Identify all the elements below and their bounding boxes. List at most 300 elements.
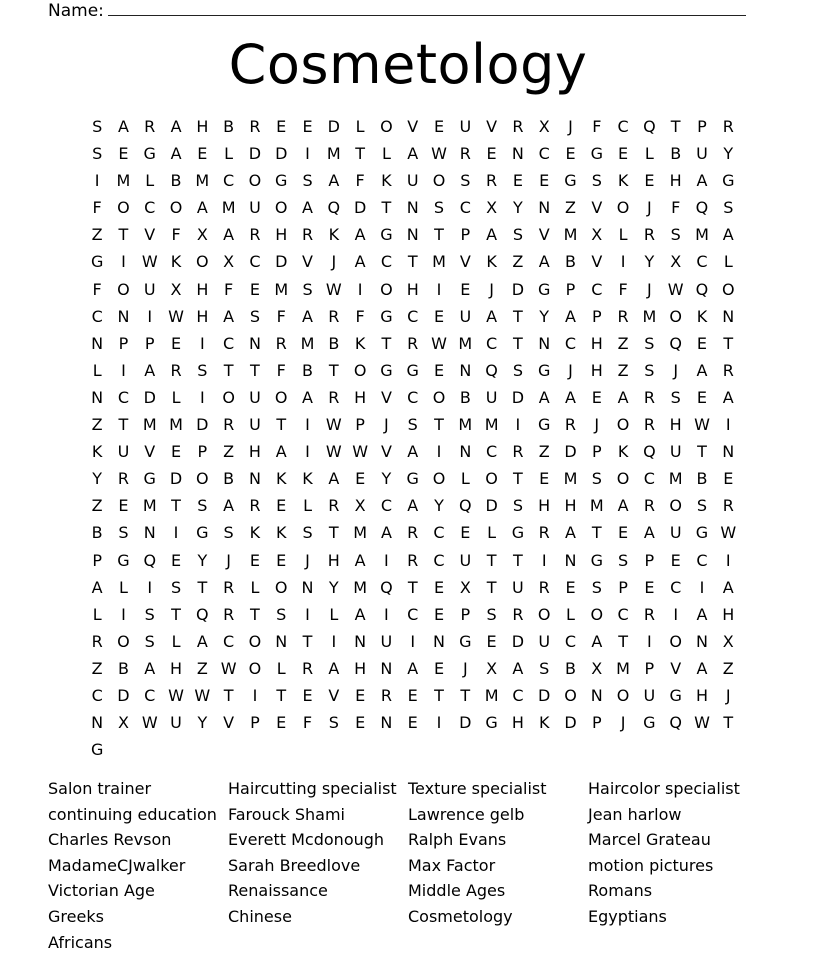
- grid-letter[interactable]: I: [647, 631, 652, 651]
- grid-letter[interactable]: V: [328, 685, 340, 705]
- grid-letter[interactable]: Z: [196, 658, 208, 678]
- grid-letter[interactable]: N: [459, 442, 472, 462]
- grid-letter[interactable]: E: [565, 144, 576, 164]
- grid-letter[interactable]: F: [671, 198, 681, 218]
- grid-letter[interactable]: A: [170, 144, 182, 164]
- grid-letter[interactable]: A: [328, 658, 340, 678]
- grid-letter[interactable]: Y: [92, 469, 103, 489]
- grid-letter[interactable]: G: [590, 550, 603, 570]
- grid-letter[interactable]: C: [670, 577, 682, 597]
- grid-letter[interactable]: G: [537, 279, 551, 299]
- grid-letter[interactable]: D: [511, 279, 525, 299]
- grid-letter[interactable]: W: [667, 279, 684, 299]
- grid-letter[interactable]: C: [486, 442, 498, 462]
- grid-letter[interactable]: X: [670, 252, 682, 272]
- grid-letter[interactable]: C: [249, 252, 261, 272]
- grid-letter[interactable]: S: [591, 171, 602, 191]
- grid-letter[interactable]: Z: [91, 415, 103, 435]
- grid-letter[interactable]: P: [618, 577, 628, 597]
- grid-letter[interactable]: L: [487, 523, 497, 543]
- grid-letter[interactable]: G: [537, 415, 551, 435]
- grid-letter[interactable]: B: [459, 387, 471, 407]
- grid-letter[interactable]: N: [538, 198, 551, 218]
- grid-letter[interactable]: A: [328, 171, 340, 191]
- grid-letter[interactable]: C: [380, 496, 392, 516]
- grid-letter[interactable]: O: [669, 631, 682, 651]
- grid-letter[interactable]: Y: [644, 252, 655, 272]
- grid-letter[interactable]: N: [117, 306, 130, 326]
- grid-letter[interactable]: N: [143, 523, 156, 543]
- grid-letter[interactable]: M: [642, 306, 657, 326]
- grid-letter[interactable]: O: [432, 387, 446, 407]
- grid-letter[interactable]: E: [539, 171, 550, 191]
- grid-letter[interactable]: M: [432, 252, 446, 272]
- grid-letter[interactable]: O: [669, 306, 682, 326]
- grid-letter[interactable]: R: [328, 387, 340, 407]
- grid-letter[interactable]: K: [617, 442, 629, 462]
- grid-letter[interactable]: U: [117, 442, 130, 462]
- grid-letter[interactable]: G: [406, 360, 419, 380]
- grid-letter[interactable]: J: [673, 360, 679, 380]
- grid-letter[interactable]: N: [538, 333, 551, 353]
- grid-letter[interactable]: E: [723, 469, 734, 489]
- grid-letter[interactable]: W: [325, 279, 342, 299]
- grid-letter[interactable]: T: [618, 631, 628, 651]
- grid-letter[interactable]: T: [328, 523, 339, 543]
- grid-letter[interactable]: T: [118, 225, 129, 245]
- grid-letter[interactable]: A: [223, 225, 235, 245]
- grid-letter[interactable]: A: [486, 306, 498, 326]
- grid-letter[interactable]: O: [721, 279, 735, 299]
- grid-letter[interactable]: J: [568, 117, 573, 136]
- grid-letter[interactable]: R: [328, 496, 340, 516]
- grid-letter[interactable]: B: [328, 333, 340, 353]
- grid-letter[interactable]: B: [223, 469, 235, 489]
- grid-letter[interactable]: T: [250, 604, 260, 624]
- grid-letter[interactable]: S: [512, 225, 523, 245]
- grid-letter[interactable]: I: [384, 604, 389, 624]
- grid-letter[interactable]: N: [248, 469, 261, 489]
- grid-letter[interactable]: N: [380, 658, 393, 678]
- grid-letter[interactable]: J: [647, 279, 652, 299]
- grid-letter[interactable]: M: [563, 469, 578, 489]
- grid-letter[interactable]: V: [302, 252, 313, 272]
- grid-letter[interactable]: B: [696, 469, 708, 489]
- grid-letter[interactable]: T: [328, 360, 339, 380]
- grid-letter[interactable]: C: [617, 604, 629, 624]
- grid-letter[interactable]: E: [618, 144, 629, 164]
- grid-letter[interactable]: Z: [91, 658, 103, 678]
- grid-letter[interactable]: V: [407, 117, 419, 136]
- grid-letter[interactable]: T: [460, 685, 471, 705]
- grid-letter[interactable]: O: [169, 198, 183, 218]
- grid-letter[interactable]: K: [302, 469, 313, 489]
- grid-letter[interactable]: T: [118, 415, 129, 435]
- grid-letter[interactable]: A: [696, 658, 708, 678]
- grid-letter[interactable]: E: [118, 144, 129, 164]
- grid-letter[interactable]: X: [459, 577, 471, 597]
- grid-letter[interactable]: N: [91, 387, 104, 407]
- grid-letter[interactable]: A: [722, 225, 734, 245]
- grid-letter[interactable]: R: [459, 144, 471, 164]
- grid-letter[interactable]: C: [223, 171, 235, 191]
- grid-letter[interactable]: I: [121, 360, 126, 380]
- grid-letter[interactable]: S: [486, 604, 497, 624]
- grid-letter[interactable]: S: [302, 171, 313, 191]
- grid-letter[interactable]: I: [305, 144, 310, 164]
- grid-letter[interactable]: A: [617, 387, 629, 407]
- grid-letter[interactable]: S: [670, 387, 681, 407]
- grid-letter[interactable]: T: [171, 604, 181, 624]
- grid-letter[interactable]: T: [276, 415, 287, 435]
- grid-letter[interactable]: G: [643, 713, 656, 733]
- grid-letter[interactable]: J: [305, 550, 310, 570]
- grid-letter[interactable]: R: [643, 415, 655, 435]
- grid-letter[interactable]: J: [568, 360, 573, 380]
- grid-letter[interactable]: P: [460, 225, 471, 245]
- grid-letter[interactable]: F: [92, 198, 102, 218]
- grid-letter[interactable]: A: [354, 550, 366, 570]
- grid-letter[interactable]: E: [460, 523, 471, 543]
- grid-letter[interactable]: O: [590, 604, 604, 624]
- grid-letter[interactable]: A: [565, 387, 576, 407]
- grid-letter[interactable]: W: [168, 685, 184, 705]
- grid-letter[interactable]: L: [276, 658, 286, 678]
- grid-letter[interactable]: W: [352, 442, 369, 462]
- grid-letter[interactable]: D: [143, 387, 156, 407]
- grid-letter[interactable]: E: [170, 442, 182, 462]
- grid-letter[interactable]: I: [147, 577, 153, 597]
- grid-letter[interactable]: A: [144, 658, 156, 678]
- grid-letter[interactable]: B: [670, 144, 682, 164]
- grid-letter[interactable]: E: [644, 577, 655, 597]
- grid-letter[interactable]: K: [275, 469, 287, 489]
- grid-letter[interactable]: I: [541, 550, 547, 570]
- grid-letter[interactable]: Y: [434, 496, 444, 516]
- grid-letter[interactable]: R: [722, 360, 734, 380]
- grid-letter[interactable]: M: [195, 171, 210, 191]
- grid-letter[interactable]: I: [410, 631, 416, 651]
- grid-letter[interactable]: J: [620, 713, 626, 733]
- grid-letter[interactable]: E: [197, 144, 208, 164]
- grid-letter[interactable]: I: [305, 604, 310, 624]
- grid-letter[interactable]: T: [407, 252, 418, 272]
- grid-letter[interactable]: T: [697, 442, 707, 462]
- grid-letter[interactable]: I: [94, 171, 100, 191]
- grid-letter[interactable]: M: [668, 469, 683, 489]
- grid-letter[interactable]: A: [302, 198, 313, 218]
- grid-letter[interactable]: I: [673, 604, 679, 624]
- grid-letter[interactable]: I: [199, 333, 205, 353]
- grid-letter[interactable]: Q: [485, 360, 498, 380]
- grid-letter[interactable]: U: [143, 279, 156, 299]
- grid-letter[interactable]: Z: [223, 442, 235, 462]
- grid-letter[interactable]: P: [591, 713, 602, 733]
- grid-letter[interactable]: H: [170, 658, 183, 678]
- grid-letter[interactable]: R: [643, 496, 655, 516]
- grid-letter[interactable]: A: [696, 604, 708, 624]
- grid-letter[interactable]: W: [431, 144, 447, 164]
- grid-letter[interactable]: H: [564, 496, 577, 516]
- grid-letter[interactable]: W: [141, 713, 158, 733]
- grid-letter[interactable]: D: [275, 252, 288, 272]
- grid-letter[interactable]: R: [249, 225, 261, 245]
- grid-letter[interactable]: D: [511, 631, 525, 651]
- grid-letter[interactable]: A: [591, 631, 603, 651]
- grid-letter[interactable]: R: [538, 577, 550, 597]
- grid-letter[interactable]: I: [305, 442, 310, 462]
- grid-letter[interactable]: H: [511, 713, 524, 733]
- grid-letter[interactable]: E: [355, 713, 366, 733]
- grid-letter[interactable]: M: [695, 225, 709, 245]
- grid-letter[interactable]: Q: [643, 442, 656, 462]
- grid-letter[interactable]: S: [591, 469, 602, 489]
- grid-letter[interactable]: F: [276, 360, 286, 380]
- grid-letter[interactable]: P: [197, 442, 208, 462]
- grid-letter[interactable]: C: [380, 252, 392, 272]
- grid-letter[interactable]: S: [407, 415, 418, 435]
- grid-letter[interactable]: A: [354, 252, 366, 272]
- grid-letter[interactable]: A: [407, 144, 419, 164]
- grid-letter[interactable]: T: [723, 333, 734, 353]
- grid-letter[interactable]: C: [564, 333, 577, 353]
- grid-letter[interactable]: W: [220, 658, 237, 678]
- grid-letter[interactable]: C: [538, 144, 550, 164]
- grid-letter[interactable]: E: [433, 117, 445, 136]
- grid-letter[interactable]: I: [121, 604, 126, 624]
- grid-letter[interactable]: S: [644, 333, 655, 353]
- grid-letter[interactable]: I: [436, 442, 442, 462]
- grid-letter[interactable]: F: [171, 225, 181, 245]
- grid-letter[interactable]: X: [117, 713, 129, 733]
- grid-letter[interactable]: D: [564, 442, 577, 462]
- grid-letter[interactable]: T: [381, 198, 392, 218]
- grid-letter[interactable]: S: [591, 577, 602, 597]
- grid-letter[interactable]: M: [326, 144, 341, 164]
- grid-letter[interactable]: G: [485, 713, 498, 733]
- grid-letter[interactable]: E: [249, 279, 260, 299]
- grid-letter[interactable]: I: [620, 252, 626, 272]
- grid-letter[interactable]: E: [433, 306, 445, 326]
- grid-letter[interactable]: G: [537, 360, 551, 380]
- grid-letter[interactable]: K: [91, 442, 103, 462]
- grid-letter[interactable]: P: [460, 604, 471, 624]
- grid-letter[interactable]: X: [354, 496, 366, 516]
- grid-letter[interactable]: V: [223, 713, 235, 733]
- grid-letter[interactable]: Q: [196, 604, 209, 624]
- grid-letter[interactable]: S: [460, 171, 471, 191]
- grid-letter[interactable]: L: [171, 631, 181, 651]
- grid-letter[interactable]: D: [564, 713, 577, 733]
- grid-letter[interactable]: T: [276, 685, 287, 705]
- grid-letter[interactable]: B: [565, 658, 576, 678]
- grid-letter[interactable]: P: [644, 658, 655, 678]
- grid-letter[interactable]: K: [354, 333, 366, 353]
- grid-letter[interactable]: V: [591, 252, 603, 272]
- grid-letter[interactable]: G: [695, 523, 709, 543]
- grid-letter[interactable]: O: [432, 469, 446, 489]
- grid-letter[interactable]: O: [248, 631, 262, 651]
- grid-letter[interactable]: A: [722, 387, 734, 407]
- grid-letter[interactable]: R: [407, 550, 419, 570]
- grid-letter[interactable]: H: [354, 658, 367, 678]
- grid-letter[interactable]: E: [276, 117, 287, 136]
- grid-letter[interactable]: C: [486, 333, 498, 353]
- grid-letter[interactable]: B: [91, 523, 103, 543]
- grid-letter[interactable]: A: [643, 523, 655, 543]
- grid-letter[interactable]: K: [328, 225, 340, 245]
- grid-letter[interactable]: R: [301, 225, 314, 245]
- grid-letter[interactable]: E: [407, 713, 418, 733]
- grid-letter[interactable]: P: [644, 550, 655, 570]
- grid-letter[interactable]: E: [407, 685, 418, 705]
- grid-letter[interactable]: S: [512, 360, 523, 380]
- grid-letter[interactable]: E: [460, 279, 471, 299]
- grid-letter[interactable]: M: [353, 577, 368, 597]
- grid-letter[interactable]: C: [433, 523, 445, 543]
- grid-letter[interactable]: L: [145, 171, 155, 191]
- grid-letter[interactable]: E: [355, 469, 366, 489]
- grid-letter[interactable]: L: [92, 604, 102, 624]
- grid-letter[interactable]: B: [170, 171, 182, 191]
- grid-letter[interactable]: H: [695, 685, 708, 705]
- grid-letter[interactable]: C: [696, 550, 708, 570]
- grid-letter[interactable]: H: [248, 442, 261, 462]
- grid-letter[interactable]: E: [170, 550, 182, 570]
- grid-letter[interactable]: U: [485, 387, 498, 407]
- grid-letter[interactable]: N: [511, 144, 524, 164]
- grid-letter[interactable]: R: [301, 658, 314, 678]
- grid-letter[interactable]: E: [276, 550, 287, 570]
- grid-letter[interactable]: R: [512, 117, 524, 136]
- grid-letter[interactable]: N: [564, 550, 577, 570]
- grid-letter[interactable]: H: [354, 387, 367, 407]
- grid-letter[interactable]: C: [223, 631, 235, 651]
- grid-letter[interactable]: A: [91, 577, 103, 597]
- grid-letter[interactable]: C: [459, 198, 471, 218]
- grid-letter[interactable]: Y: [197, 713, 208, 733]
- grid-letter[interactable]: M: [484, 415, 499, 435]
- grid-letter[interactable]: I: [725, 550, 731, 570]
- grid-letter[interactable]: E: [302, 685, 313, 705]
- grid-letter[interactable]: O: [117, 279, 130, 299]
- grid-letter[interactable]: E: [355, 685, 366, 705]
- grid-letter[interactable]: R: [223, 577, 235, 597]
- grid-letter[interactable]: D: [275, 144, 288, 164]
- grid-letter[interactable]: R: [223, 415, 235, 435]
- grid-letter[interactable]: C: [144, 198, 156, 218]
- grid-letter[interactable]: Z: [512, 252, 524, 272]
- grid-letter[interactable]: H: [590, 360, 603, 380]
- grid-letter[interactable]: I: [384, 550, 389, 570]
- grid-letter[interactable]: T: [171, 496, 181, 516]
- grid-letter[interactable]: O: [117, 198, 130, 218]
- grid-letter[interactable]: M: [274, 279, 289, 299]
- grid-letter[interactable]: W: [168, 306, 184, 326]
- grid-letter[interactable]: P: [118, 333, 129, 353]
- grid-letter[interactable]: Z: [91, 496, 103, 516]
- grid-letter[interactable]: A: [565, 306, 576, 326]
- grid-letter[interactable]: G: [380, 360, 393, 380]
- grid-letter[interactable]: S: [433, 198, 445, 218]
- grid-letter[interactable]: W: [694, 713, 710, 733]
- grid-letter[interactable]: G: [669, 685, 682, 705]
- grid-letter[interactable]: T: [381, 333, 392, 353]
- grid-letter[interactable]: U: [643, 685, 656, 705]
- grid-letter[interactable]: O: [353, 360, 367, 380]
- grid-letter[interactable]: M: [169, 415, 183, 435]
- grid-letter[interactable]: A: [407, 496, 419, 516]
- grid-letter[interactable]: M: [142, 415, 157, 435]
- grid-letter[interactable]: A: [196, 198, 208, 218]
- grid-letter[interactable]: P: [250, 713, 260, 733]
- grid-letter[interactable]: K: [249, 523, 261, 543]
- grid-letter[interactable]: O: [432, 171, 446, 191]
- grid-letter[interactable]: R: [538, 523, 550, 543]
- grid-letter[interactable]: M: [353, 523, 368, 543]
- grid-letter[interactable]: A: [354, 225, 366, 245]
- grid-letter[interactable]: O: [248, 658, 262, 678]
- grid-letter[interactable]: T: [355, 144, 365, 164]
- grid-letter[interactable]: R: [512, 604, 524, 624]
- grid-letter[interactable]: I: [699, 577, 705, 597]
- grid-letter[interactable]: S: [723, 198, 734, 218]
- grid-letter[interactable]: O: [248, 171, 262, 191]
- grid-letter[interactable]: T: [486, 550, 497, 570]
- grid-letter[interactable]: R: [223, 604, 235, 624]
- grid-letter[interactable]: U: [669, 442, 682, 462]
- grid-letter[interactable]: C: [407, 387, 419, 407]
- grid-letter[interactable]: X: [170, 279, 182, 299]
- grid-letter[interactable]: U: [538, 631, 551, 651]
- grid-letter[interactable]: E: [433, 360, 445, 380]
- grid-letter[interactable]: H: [196, 306, 209, 326]
- grid-letter[interactable]: B: [223, 117, 235, 136]
- grid-letter[interactable]: V: [380, 387, 392, 407]
- grid-letter[interactable]: M: [589, 496, 604, 516]
- grid-letter[interactable]: A: [407, 658, 419, 678]
- grid-letter[interactable]: W: [694, 415, 710, 435]
- grid-letter[interactable]: I: [331, 631, 337, 651]
- grid-letter[interactable]: E: [118, 496, 129, 516]
- grid-letter[interactable]: G: [143, 144, 156, 164]
- grid-letter[interactable]: O: [196, 252, 209, 272]
- grid-letter[interactable]: W: [141, 252, 158, 272]
- grid-letter[interactable]: A: [696, 171, 708, 191]
- grid-letter[interactable]: Q: [459, 496, 472, 516]
- grid-letter[interactable]: S: [618, 550, 629, 570]
- grid-letter[interactable]: O: [616, 198, 630, 218]
- grid-letter[interactable]: C: [696, 252, 708, 272]
- grid-letter[interactable]: T: [591, 523, 602, 543]
- grid-letter[interactable]: H: [669, 415, 682, 435]
- grid-letter[interactable]: Q: [695, 198, 709, 218]
- grid-letter[interactable]: I: [725, 415, 731, 435]
- grid-letter[interactable]: L: [460, 469, 470, 489]
- grid-letter[interactable]: V: [380, 442, 392, 462]
- grid-letter[interactable]: S: [670, 225, 681, 245]
- grid-letter[interactable]: C: [117, 387, 130, 407]
- grid-letter[interactable]: X: [486, 198, 498, 218]
- grid-letter[interactable]: D: [327, 117, 340, 136]
- grid-letter[interactable]: H: [722, 604, 735, 624]
- grid-letter[interactable]: H: [538, 496, 551, 516]
- grid-letter[interactable]: R: [486, 171, 498, 191]
- grid-letter[interactable]: V: [591, 198, 603, 218]
- grid-letter[interactable]: E: [249, 550, 260, 570]
- grid-letter[interactable]: G: [722, 171, 735, 191]
- grid-letter[interactable]: K: [538, 713, 550, 733]
